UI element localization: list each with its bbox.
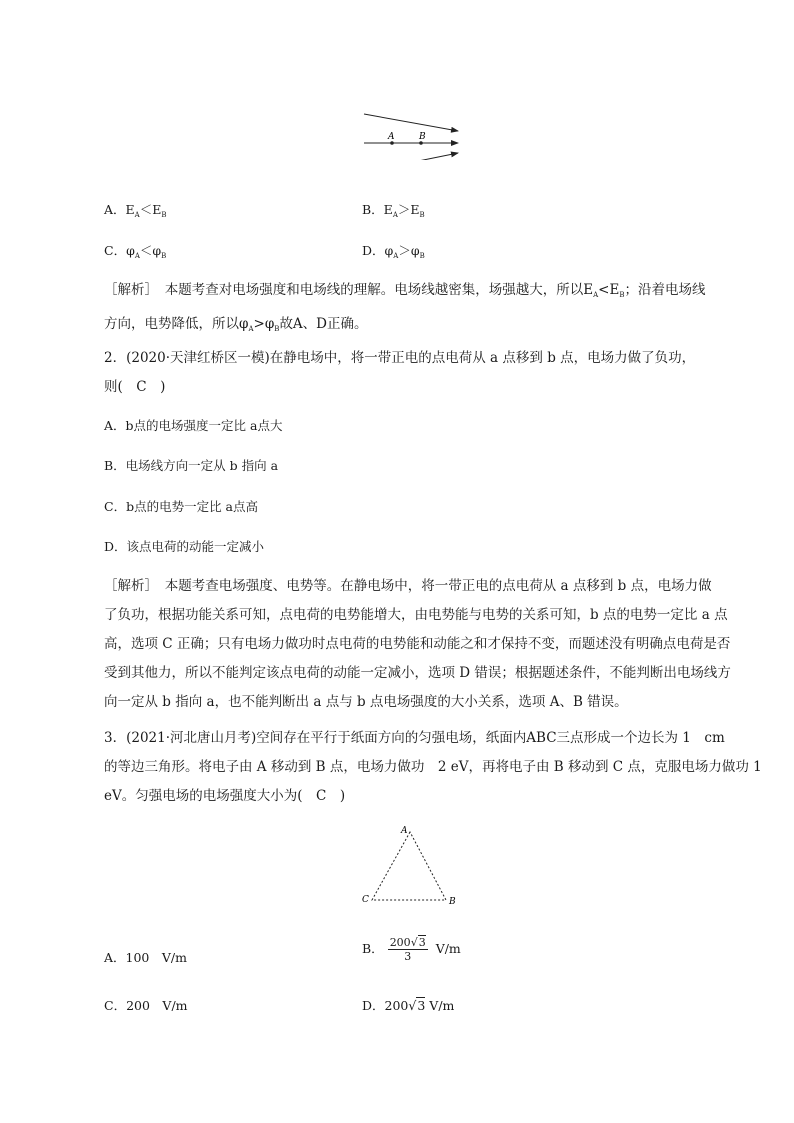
- q1-option-d: [362, 241, 425, 260]
- q1-analysis-sub-1b: B: [619, 291, 625, 299]
- q1-option-a: [104, 200, 167, 219]
- q2-stem: [104, 344, 704, 402]
- q1-analysis-text-1a: ［解析］ 本题考查对电场强度和电场线的理解。电场线越密集，场强越大，所以E: [104, 282, 594, 298]
- q1-option-c: [104, 241, 166, 260]
- vertex-a-label: A: [401, 826, 408, 836]
- q3-option-d-prefix: D．200: [362, 998, 409, 1013]
- q1-option-b-rel: ＞E: [397, 202, 420, 217]
- point-a-label: A: [388, 132, 395, 142]
- q1-option-b-sub1: A: [392, 211, 398, 219]
- q1-option-a-sub2: B: [161, 211, 167, 219]
- q3-option-b-fraction: [388, 936, 428, 963]
- q2-option-b: B．电场线方向一定从 b 指向 a: [104, 458, 279, 473]
- q1-option-d-prefix: D．φ: [362, 243, 394, 258]
- q2-analysis-line-3: 高，选项 C 正确；只有电场力做功时点电荷的电势能和动能之和才保持不变，而题述没有明确点电荷是否: [104, 636, 731, 652]
- q1-option-c-sub1: A: [134, 252, 140, 260]
- q1-analysis-line-1: [104, 276, 704, 310]
- field-line-bottom: [364, 153, 458, 160]
- q2-stem-line-1: 2．(2020·天津红桥区一模)在静电场中，将一带正电的点电荷从 a 点移到 b 点，电场力做了负功，: [104, 350, 696, 366]
- q1-analysis-text-2b: >φ: [253, 316, 275, 332]
- q2-analysis-line-4: 受到其他力，所以不能判定该点电荷的动能一定减小，选项 D 错误；根据题述条件，不能判断出电场线方: [104, 665, 731, 681]
- q2-analysis: [104, 572, 731, 717]
- q3-option-b-radicand: 3: [418, 936, 426, 949]
- q1-option-b: [362, 200, 425, 219]
- q3-stem-line-1: 3．(2021·河北唐山月考)空间存在平行于纸面方向的匀强电场，纸面内ABC三点形成一个边长为 1 cm: [104, 730, 725, 746]
- vertex-b-label: B: [449, 897, 456, 907]
- q3-stem-line-2: 的等边三角形。将电子由 A 移动到 B 点，电场力做功 2 eV，再将电子由 B 移动到 C 点，克服电场力做功 1: [104, 759, 762, 775]
- q1-option-a-prefix: A．E: [104, 202, 135, 217]
- q1-option-b-sub2: B: [419, 211, 425, 219]
- q2-option-d: D．该点电荷的动能一定减小: [104, 539, 265, 554]
- q1-analysis-line-2: [104, 310, 704, 344]
- q1-analysis-sub-2a: A: [248, 325, 254, 333]
- q1-option-a-sub1: A: [134, 211, 140, 219]
- q3-option-d: [362, 996, 454, 1014]
- vertex-c-label: C: [362, 895, 369, 905]
- q3-option-b-denominator: 3: [404, 950, 412, 963]
- q3-option-b-num: 200: [389, 936, 411, 949]
- q2-analysis-line-5: 向一定从 b 指向 a，也不能判断出 a 点与 b 点电场强度的大小关系，选项 A、B 错误。: [104, 694, 628, 710]
- q3-option-b-unit: V/m: [435, 941, 461, 956]
- q3-stem: [104, 724, 762, 811]
- q1-option-c-sub2: B: [161, 252, 167, 260]
- q1-analysis: [104, 276, 704, 344]
- q1-analysis-sub-2b: B: [274, 325, 280, 333]
- q1-option-b-prefix: B．E: [362, 202, 393, 217]
- q2-analysis-line-2: 了负功，根据功能关系可知，点电荷的电势能增大，由电势能与电势的关系可知，b 点的电势一定比 a 点: [104, 607, 728, 623]
- q3-option-d-unit: V/m: [429, 998, 455, 1013]
- q1-option-c-prefix: C．φ: [104, 243, 135, 258]
- q3-option-d-sqrt: √3: [408, 998, 426, 1013]
- q3-option-b-prefix: B．: [362, 941, 384, 956]
- q1-analysis-text-2c: 故A、D正确。: [279, 316, 368, 332]
- field-line-top: [364, 114, 458, 131]
- point-b-label: B: [419, 132, 426, 142]
- q3-option-b-sqrt: √3: [410, 936, 426, 949]
- q1-option-d-rel: ＞φ: [398, 243, 420, 258]
- q1-analysis-text-2a: 方向，电势降低，所以φ: [104, 316, 249, 332]
- q1-option-a-rel: ＜E: [139, 202, 162, 217]
- q1-analysis-text-1c: ；沿着电场线: [624, 282, 706, 298]
- triangle-abc: [372, 832, 446, 900]
- field-lines-figure: [360, 108, 464, 160]
- q1-option-c-rel: ＜φ: [139, 243, 162, 258]
- q2-option-a: A．b点的电场强度一定比 a点大: [104, 418, 283, 433]
- q3-option-c: C．200 V/m: [104, 998, 188, 1013]
- q3-option-b-numerator: [388, 936, 428, 950]
- q1-analysis-sub-1a: A: [593, 291, 599, 299]
- q3-stem-line-3: eV。匀强电场的电场强度大小为( C ): [104, 788, 346, 804]
- q1-option-d-sub2: B: [419, 252, 425, 260]
- equilateral-triangle-figure: [360, 824, 460, 908]
- q3-option-d-radicand: 3: [417, 998, 426, 1013]
- q1-option-d-sub1: A: [393, 252, 399, 260]
- q2-option-c: C．b点的电势一定比 a点高: [104, 499, 258, 514]
- q2-stem-line-2: 则( C ): [104, 379, 166, 395]
- q1-analysis-text-1b: <E: [598, 282, 620, 298]
- q3-option-b: [362, 936, 461, 963]
- q3-option-a: A．100 V/m: [104, 950, 187, 965]
- q2-analysis-line-1: ［解析］ 本题考查电场强度、电势等。在静电场中，将一带正电的点电荷从 a 点移到 b 点，电场力做: [104, 578, 712, 594]
